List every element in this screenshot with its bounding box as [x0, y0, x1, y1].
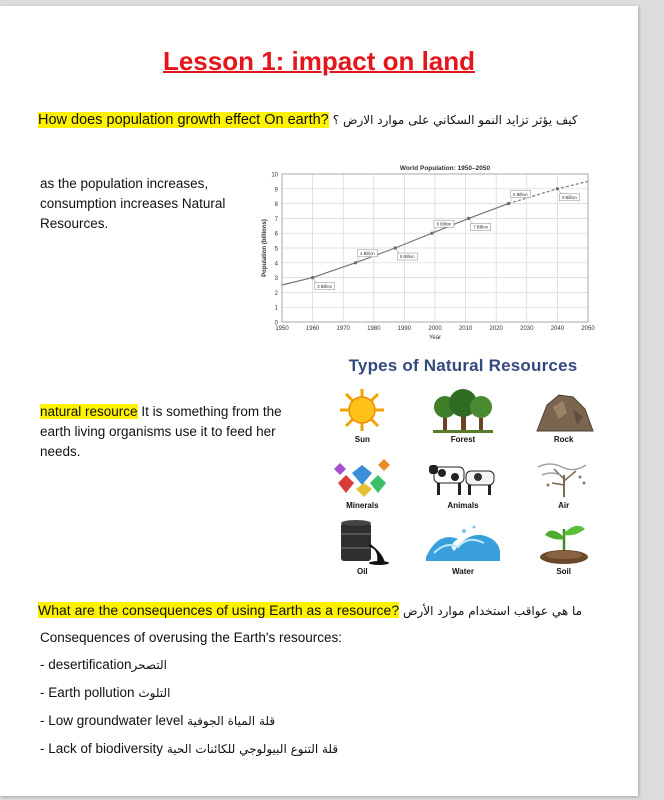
resource-sun: [312, 378, 413, 444]
resources-title: Types of Natural Resources: [348, 356, 578, 375]
forest-icon: [431, 387, 495, 433]
natural-resource-term: natural resource: [40, 404, 138, 419]
x-tick-label: 1990: [397, 326, 412, 332]
y-tick-label: 7: [274, 216, 278, 223]
y-tick-label: 1: [274, 305, 278, 312]
resource-label: Soil: [556, 567, 571, 576]
y-tick-label: 6: [274, 231, 278, 238]
data-label: 8 Billion: [513, 191, 528, 197]
natural-resource-definition: [40, 402, 295, 462]
y-tick-label: 10: [271, 172, 278, 179]
minerals-icon: [330, 453, 394, 499]
data-label: 5 Billion: [399, 254, 415, 260]
resource-animals: [413, 444, 514, 510]
air-icon: [534, 453, 594, 499]
annotation-leader: [395, 248, 399, 253]
resource-label: Water: [452, 567, 474, 576]
resource-water: [413, 510, 514, 576]
resource-label: Rock: [553, 435, 574, 444]
resource-oil: [312, 510, 413, 576]
question-population: [38, 112, 598, 128]
resource-air: [513, 444, 614, 510]
data-label: 7 Billion: [473, 224, 488, 230]
rock-icon: [533, 387, 595, 433]
x-tick-label: 2010: [458, 326, 473, 332]
resource-rock: [513, 378, 614, 444]
consequence-english: - Earth pollution: [40, 685, 135, 700]
question-consequences: [38, 602, 598, 618]
annotation-leader: [557, 189, 561, 194]
annotation-leader: [469, 218, 473, 223]
consequence-arabic: التصحر: [131, 658, 167, 672]
data-label: 4 Billion: [360, 251, 375, 256]
consequence-arabic: قلة المياة الجوفية: [187, 714, 276, 728]
consequence-english: - Low groundwater level: [40, 713, 184, 728]
soil-icon: [533, 519, 595, 565]
resource-soil: [513, 510, 614, 576]
resource-label: Sun: [354, 435, 370, 444]
resource-label: Oil: [356, 567, 368, 576]
list-item: [40, 740, 338, 768]
y-tick-label: 5: [274, 246, 278, 253]
consequence-english: - Lack of biodiversity: [40, 741, 164, 756]
annotation-leader: [313, 278, 317, 283]
resource-label: Air: [558, 501, 570, 510]
resources-grid: [312, 378, 614, 576]
x-tick-label: 1960: [305, 326, 320, 332]
consequences-list: [40, 656, 338, 768]
y-tick-label: 9: [274, 187, 278, 194]
consequence-arabic: التلوث: [138, 686, 171, 700]
resource-label: Minerals: [346, 501, 379, 510]
y-tick-label: 4: [274, 261, 278, 268]
consequences-heading: Consequences of overusing the Earth's resources:: [40, 630, 342, 645]
question-population-english: How does population growth effect On earth?: [38, 112, 329, 128]
resource-label: Animals: [447, 501, 479, 510]
consequence-arabic: قلة التنوع البيولوجي للكائنات الحية: [166, 742, 339, 756]
list-item: [40, 656, 338, 684]
population-chart: [258, 160, 604, 344]
sun-icon: [336, 387, 388, 433]
question-population-arabic: كيف يؤثر تزايد النمو السكاني على موارد الارض ؟: [332, 113, 578, 127]
x-tick-label: 2030: [520, 326, 534, 332]
series-line: [282, 204, 508, 285]
x-tick-label: 2050: [581, 326, 595, 332]
x-axis-label: Year: [428, 335, 442, 341]
chart-title: World Population: 1950–2050: [399, 165, 491, 172]
y-tick-label: 0: [274, 320, 278, 327]
data-label: 3 Billion: [317, 283, 332, 289]
x-tick-label: 1970: [336, 326, 350, 332]
y-tick-label: 3: [274, 276, 278, 283]
y-tick-label: 8: [274, 202, 278, 209]
resource-minerals: [312, 444, 413, 510]
data-label: 6 Billion: [436, 221, 452, 227]
x-tick-label: 1950: [275, 326, 289, 332]
natural-resources-figure: [312, 356, 614, 574]
animals-icon: [428, 453, 498, 499]
consequence-english: - desertification: [40, 657, 132, 672]
natural-resource-text: It is something from the earth living organisms use it to feed her needs.: [40, 404, 282, 459]
y-axis-label: Population (billions): [262, 219, 268, 277]
x-tick-label: 1980: [367, 326, 381, 332]
oil-icon: [333, 517, 391, 565]
y-tick-label: 2: [274, 290, 278, 297]
question-consequences-arabic: ما هي عواقب استخدام موارد الأرض: [403, 604, 583, 618]
list-item: [40, 712, 338, 740]
x-tick-label: 2040: [550, 326, 565, 332]
x-tick-label: 2000: [428, 326, 442, 332]
document-page: [0, 6, 638, 796]
population-chart-svg: [258, 160, 604, 344]
question-consequences-english: What are the consequences of using Earth as a resource?: [38, 602, 400, 618]
data-label: 9 Billion: [562, 195, 577, 200]
water-icon: [424, 521, 502, 565]
list-item: [40, 684, 338, 712]
resource-label: Forest: [450, 435, 476, 444]
lesson-title: Lesson 1: impact on land: [162, 46, 476, 76]
population-paragraph: as the population increases, consumption increases Natural Resources.: [40, 176, 226, 231]
x-tick-label: 2020: [489, 326, 503, 332]
resource-forest: [413, 378, 514, 444]
